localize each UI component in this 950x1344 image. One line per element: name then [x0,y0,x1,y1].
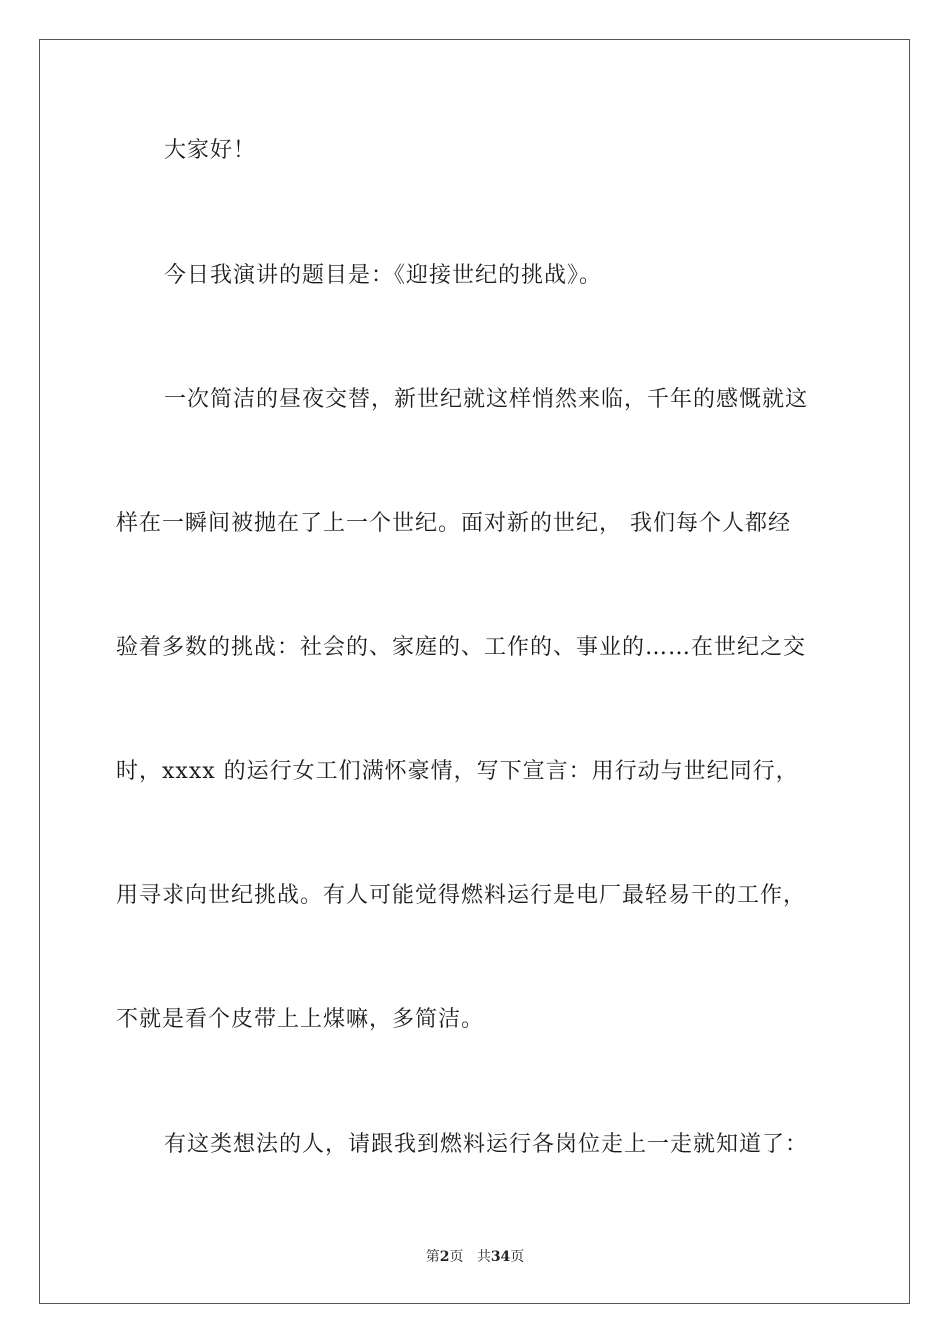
paragraph-line: 有这类想法的人，请跟我到燃料运行各岗位走上一走就知道了： [164,1132,809,1157]
total-prefix: 共 [476,1249,491,1265]
paragraph-line: 不就是看个皮带上上煤嘛，多简洁。 [116,1007,485,1032]
page-suffix: 页 [449,1249,464,1265]
total-suffix: 页 [510,1249,525,1265]
paragraph-line: 时，xxxx 的运行女工们满怀豪情，写下宣言：用行动与世纪同行， [116,759,799,784]
page-number: 2 [439,1249,450,1265]
total-pages: 34 [490,1249,511,1265]
page-prefix: 第 [425,1249,440,1265]
paragraph-line: 验着多数的挑战：社会的、家庭的、工作的、事业的……在世纪之交 [116,635,807,660]
paragraph-line: 用寻求向世纪挑战。有人可能觉得燃料运行是电厂最轻易干的工作， [116,883,807,908]
title-line: 今日我演讲的题目是：《迎接世纪的挑战》。 [164,263,603,288]
page-footer [0,1247,950,1267]
greeting-line: 大家好！ [164,138,257,163]
paragraph-line: 样在一瞬间被抛在了上一个世纪。面对新的世纪， 我们每个人都经 [116,511,791,536]
paragraph-line: 一次简洁的昼夜交替，新世纪就这样悄然来临，千年的感慨就这 [164,387,809,412]
page-border [39,39,910,1304]
